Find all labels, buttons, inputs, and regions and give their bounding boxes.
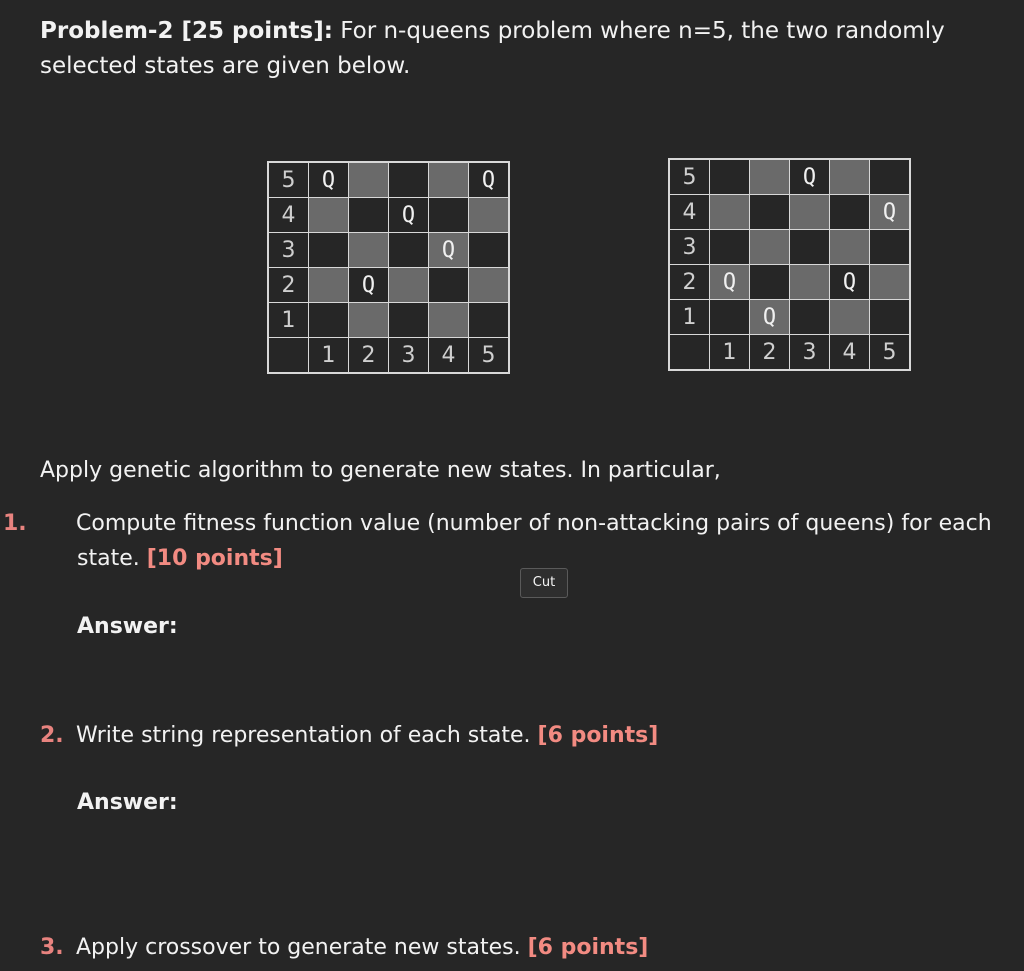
corner-cell [269, 338, 309, 373]
board-cell [830, 300, 870, 335]
column-label: 3 [389, 338, 429, 373]
question-3-points: [6 points] [527, 935, 649, 960]
column-label: 2 [349, 338, 389, 373]
board-cell [389, 163, 429, 198]
row-label: 4 [269, 198, 309, 233]
board-cell [750, 160, 790, 195]
board-cell [469, 303, 509, 338]
board-cell [750, 265, 790, 300]
board-cell [790, 195, 830, 230]
queen-cell: Q [830, 265, 870, 300]
question-2-points: [6 points] [537, 723, 659, 748]
answer-label-1: Answer: [77, 614, 178, 639]
row-label: 5 [269, 163, 309, 198]
board-cell [750, 230, 790, 265]
board-cell [870, 300, 910, 335]
column-label: 4 [429, 338, 469, 373]
column-label: 3 [790, 335, 830, 370]
row-label: 1 [269, 303, 309, 338]
row-label: 2 [269, 268, 309, 303]
queen-cell: Q [469, 163, 509, 198]
column-label: 1 [710, 335, 750, 370]
answer-label-2: Answer: [77, 790, 178, 815]
board-state-1 [268, 162, 509, 373]
board-cell [349, 198, 389, 233]
board-cell [870, 230, 910, 265]
board-cell [469, 198, 509, 233]
board-cell [710, 300, 750, 335]
question-1-points: [10 points] [146, 546, 283, 571]
board-cell [349, 303, 389, 338]
row-label: 1 [670, 300, 710, 335]
board-cell [389, 233, 429, 268]
board-state-2 [669, 159, 910, 370]
problem-statement: For n-queens problem where n=5, the two randomly selected states are given below. [40, 18, 945, 79]
board-cell [830, 160, 870, 195]
column-label: 1 [309, 338, 349, 373]
question-1 [3, 506, 1021, 576]
board-cell [429, 303, 469, 338]
column-label: 5 [469, 338, 509, 373]
queen-cell: Q [710, 265, 750, 300]
board-cell [710, 230, 750, 265]
board-cell [870, 265, 910, 300]
board-cell [389, 303, 429, 338]
queen-cell: Q [790, 160, 830, 195]
queen-cell: Q [309, 163, 349, 198]
problem-title: Problem-2 [25 points]: [40, 18, 333, 44]
queen-cell: Q [429, 233, 469, 268]
board-cell [389, 268, 429, 303]
question-2-text: Write string representation of each state. [76, 723, 531, 748]
board-cell [870, 160, 910, 195]
question-1-text: Compute fitness function value (number of non-attacking pairs of queens) for each state. [76, 511, 992, 571]
board-cell [349, 233, 389, 268]
board-cell [830, 195, 870, 230]
board-cell [429, 268, 469, 303]
question-1-number: 1. [3, 511, 27, 536]
question-2-number: 2. [40, 723, 64, 748]
question-3-text: Apply crossover to generate new states. [76, 935, 521, 960]
queen-cell: Q [870, 195, 910, 230]
board-cell [790, 300, 830, 335]
queen-cell: Q [750, 300, 790, 335]
board-cell [750, 195, 790, 230]
corner-cell [670, 335, 710, 370]
row-label: 5 [670, 160, 710, 195]
row-label: 2 [670, 265, 710, 300]
board-cell [429, 163, 469, 198]
board-cell [309, 233, 349, 268]
board-cell [710, 195, 750, 230]
queen-cell: Q [389, 198, 429, 233]
board-cell [309, 198, 349, 233]
question-3 [40, 930, 648, 965]
queen-cell: Q [349, 268, 389, 303]
board-cell [830, 230, 870, 265]
board-cell [790, 265, 830, 300]
board-cell [790, 230, 830, 265]
column-label: 5 [870, 335, 910, 370]
intro-text: Apply genetic algorithm to generate new states. In particular, [40, 458, 721, 483]
column-label: 2 [750, 335, 790, 370]
board-cell [349, 163, 389, 198]
board-cell [469, 268, 509, 303]
row-label: 3 [269, 233, 309, 268]
column-label: 4 [830, 335, 870, 370]
cut-menu-button[interactable]: Cut [520, 568, 568, 598]
row-label: 3 [670, 230, 710, 265]
question-3-number: 3. [40, 935, 64, 960]
board-cell [710, 160, 750, 195]
problem-heading [40, 14, 984, 84]
board-cell [309, 268, 349, 303]
board-cell [309, 303, 349, 338]
row-label: 4 [670, 195, 710, 230]
question-2 [40, 718, 658, 753]
board-cell [469, 233, 509, 268]
board-cell [429, 198, 469, 233]
